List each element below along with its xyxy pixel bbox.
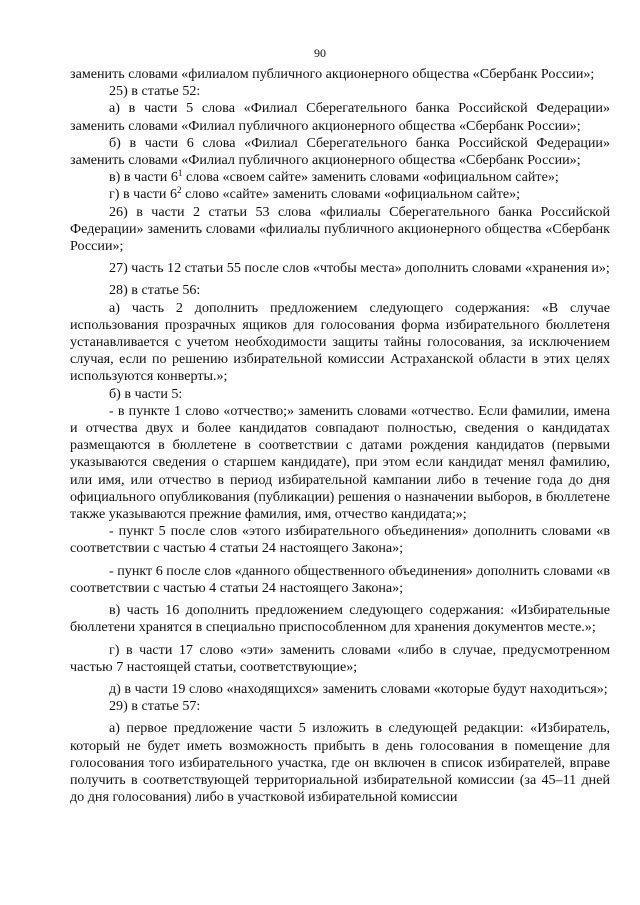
paragraph-p04: б) в части 6 слова «Филиал Сберегательного банка Российской Федерации» заменить словами «Филиал публичного акционерного общества «Сбербанк России»; bbox=[70, 134, 610, 169]
paragraph-p06 bbox=[70, 186, 610, 203]
paragraph-text-after-sup: слово «сайте» заменить словами «официальном сайте»; bbox=[181, 186, 521, 203]
paragraph-p17: д) в части 19 слово «находящихся» заменить словами «которые будут находиться»; bbox=[109, 680, 608, 697]
paragraph-text-before-sup: в) в части 6 bbox=[109, 169, 178, 186]
paragraph-p10: а) часть 2 дополнить предложением следующего содержания: «В случае использования прозрачных ящиков для голосования форма избирательного бюллетеня устанавливается с учетом необходимости защиты тайны голосования, за исключением случая, если по решению избирательной комиссии Астраханской области в этих целях используются конверты.»; bbox=[70, 299, 610, 385]
paragraph-p12: - в пункте 1 слово «отчество;» заменить словами «отчество. Если фамилии, имена и отчества двух и более кандидатов совпадают полностью, сведения о кандидатах размещаются в бюллетене в соответствии с датами рождения кандидатов (первыми указываются сведения о старшем кандидате), при этом если кандидат менял фамилию, или имя, или отчество в период избирательной кампании либо в течение года до дня официального опубликования (публикации) решения о назначении выборов, в бюллетене также указываются прежние фамилия, имя, отчество кандидата;»; bbox=[70, 402, 610, 523]
paragraph-p08: 27) часть 12 статьи 55 после слов «чтобы места» дополнить словами «хранения и»; bbox=[109, 260, 610, 277]
paragraph-p09: 28) в статье 56: bbox=[109, 282, 201, 299]
paragraph-p03: а) в части 5 слова «Филиал Сберегательного банка Российской Федерации» заменить словами «Филиал публичного акционерного общества «Сбербанк России»; bbox=[70, 100, 610, 134]
paragraph-p02: 25) в статье 52: bbox=[109, 83, 201, 100]
paragraph-p16: г) в части 17 слово «эти» заменить словами «либо в случае, предусмотренном частью 7 настоящей статьи, соответствующие»; bbox=[70, 641, 610, 675]
paragraph-p01: заменить словами «филиалом публичного акционерного общества «Сбербанк России»; bbox=[70, 66, 595, 82]
paragraph-p19: а) первое предложение части 5 изложить в следующей редакции: «Избиратель, который не будет иметь возможность прибыть в день голосования в помещение для голосования того избирательного участка, где он включен в список избирателей, вправе получить в соответствующей территориальной избирательной комиссии (за 45–11 дней до дня голосования) либо в участковой избирательной комиссии bbox=[70, 720, 610, 806]
paragraph-p07: 26) в части 2 статьи 53 слова «филиалы Сберегательного банка Российской Федерации» заменить словами «филиалы публичного акционерного общества «Сбербанк России»; bbox=[70, 203, 610, 255]
superscript-index: 2 bbox=[177, 185, 182, 196]
paragraph-p13: - пункт 5 после слов «этого избирательного объединения» дополнить словами «в соответствии с частью 4 статьи 24 настоящего Закона»; bbox=[70, 523, 610, 557]
paragraph-p11: б) в части 5: bbox=[109, 385, 183, 402]
paragraph-p15: в) часть 16 дополнить предложением следующего содержания: «Избирательные бюллетени хранятся в специально приспособленном для хранения документов месте.»; bbox=[70, 602, 610, 636]
paragraph-p05 bbox=[70, 169, 610, 186]
paragraph-text-after-sup: слова «своем сайте» заменить словами «официальном сайте»; bbox=[182, 169, 559, 186]
paragraph-p18: 29) в статье 57: bbox=[109, 698, 201, 715]
paragraph-text-before-sup: г) в части 6 bbox=[109, 186, 178, 203]
document-body bbox=[70, 66, 610, 806]
superscript-index: 1 bbox=[177, 168, 183, 179]
page-number: 90 bbox=[314, 46, 326, 60]
paragraph-p14: - пункт 6 после слов «данного общественного объединения» дополнить словами «в соответствии с частью 4 статьи 24 настоящего Закона»; bbox=[70, 562, 610, 596]
